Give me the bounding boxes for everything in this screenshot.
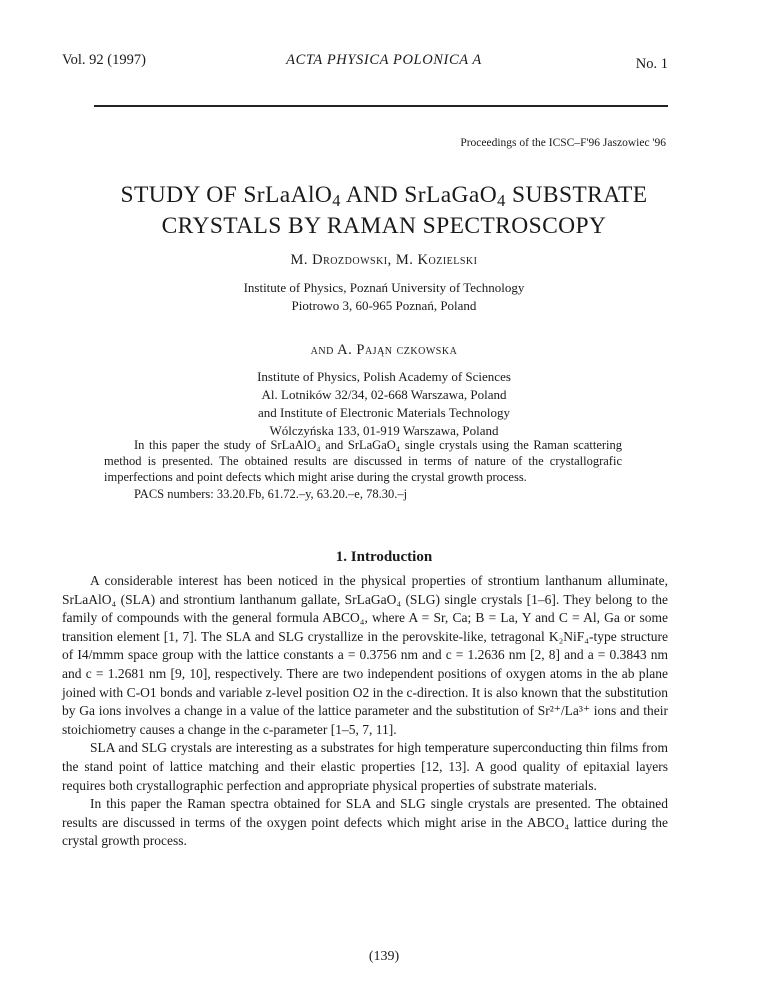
- affiliation-line: Institute of Physics, Poznań University of Technology: [243, 280, 525, 295]
- proceedings-line: Proceedings of the ICSC–F'96 Jaszowiec '96: [460, 137, 666, 149]
- title-part: STUDY OF SrLaAlO: [120, 182, 333, 208]
- affiliation-line: Al. Lotników 32/34, 02-668 Warszawa, Poland: [261, 387, 507, 402]
- page-number: (139): [368, 949, 400, 964]
- affiliation-line: Institute of Physics, Polish Academy of Sciences: [257, 369, 511, 384]
- author-name: A. Pająn czkowska: [337, 342, 458, 358]
- paper-title: [0, 180, 768, 242]
- affiliation-line: Piotrowo 3, 60-965 Poznań, Poland: [291, 298, 477, 313]
- affiliation-line: Wólczyńska 133, 01-919 Warszawa, Poland: [269, 423, 499, 438]
- title-part: SUBSTRATE: [505, 182, 648, 208]
- authors-group-1: M. Drozdowski, M. Kozielski: [290, 252, 478, 268]
- paragraph: SLA and SLG crystals are interesting as a substrates for high temperature superconducting thin films from the stand point of lattice matching and their elastic properties [12, 13]. A good quality of epitaxial layers requires both crystallographic perfection and appropriate physical properties of substrate materials.: [62, 740, 668, 793]
- issue-label: No. 1: [635, 56, 668, 72]
- title-line-2: CRYSTALS BY RAMAN SPECTROSCOPY: [161, 213, 607, 239]
- volume-label: Vol. 92 (1997): [62, 52, 146, 68]
- affiliation-line: and Institute of Electronic Materials Technology: [258, 405, 510, 420]
- title-part: AND SrLaGaO: [340, 182, 498, 208]
- and-label: and: [310, 342, 334, 358]
- title-subscript: 4: [497, 191, 506, 211]
- section-body: [62, 572, 668, 851]
- section-heading: 1. Introduction: [335, 549, 433, 565]
- abstract-text: In this paper the study of SrLaAlO₄ and SrLaGaO₄ single crystals using the Raman scattering method is presented. The obtained results are discussed in terms of nature of the crystallografic imperfections and point defects which might arise during the crystal growth process.: [104, 438, 622, 485]
- paragraph: A considerable interest has been noticed in the physical properties of strontium lanthanum alluminate, SrLaAlO₄ (SLA) and strontium lanthanum gallate, SrLaGaO₄ (SLG) single crystals [1–6]. They belong to the family of compounds with the general formula ABCO₄, where A = Sr, Ca; B = La, Y and C = Al, Ga or some transition element [1, 7]. The SLA and SLG crystallize in the perovskite-like, tetragonal K₂NiF₄-type structure of I4/mmm space group with the lattice constants a = 0.3756 nm and c = 1.2636 nm [2, 8] and a = 0.3843 nm and c = 1.2681 nm [9, 10], respectively. There are two independent positions of oxygen atoms in the ab plane joined with C-O1 bonds and variable z-level position O2 in the c-direction. It is also known that the substitution by Ga ions involves a change in a value of the lattice parameter and the substitution of Sr²⁺/La³⁺ ions and their stoichiometry causes a change in the c-parameter [1–5, 7, 11].: [62, 573, 668, 737]
- header-rule: [94, 105, 668, 107]
- abstract: [104, 437, 622, 502]
- journal-name: ACTA PHYSICA POLONICA A: [286, 52, 482, 68]
- pacs-numbers: PACS numbers: 33.20.Fb, 61.72.–y, 63.20.–e, 78.30.–j: [134, 486, 408, 501]
- paragraph: In this paper the Raman spectra obtained for SLA and SLG single crystals are presented. The obtained results are discussed in terms of the oxygen point defects which might arise in the ABCO₄ lattice during the crystal growth process.: [62, 796, 668, 849]
- affiliation-1: [0, 279, 768, 315]
- authors-group-2: [0, 342, 768, 359]
- title-subscript: 4: [332, 191, 341, 211]
- affiliation-2: [0, 368, 768, 440]
